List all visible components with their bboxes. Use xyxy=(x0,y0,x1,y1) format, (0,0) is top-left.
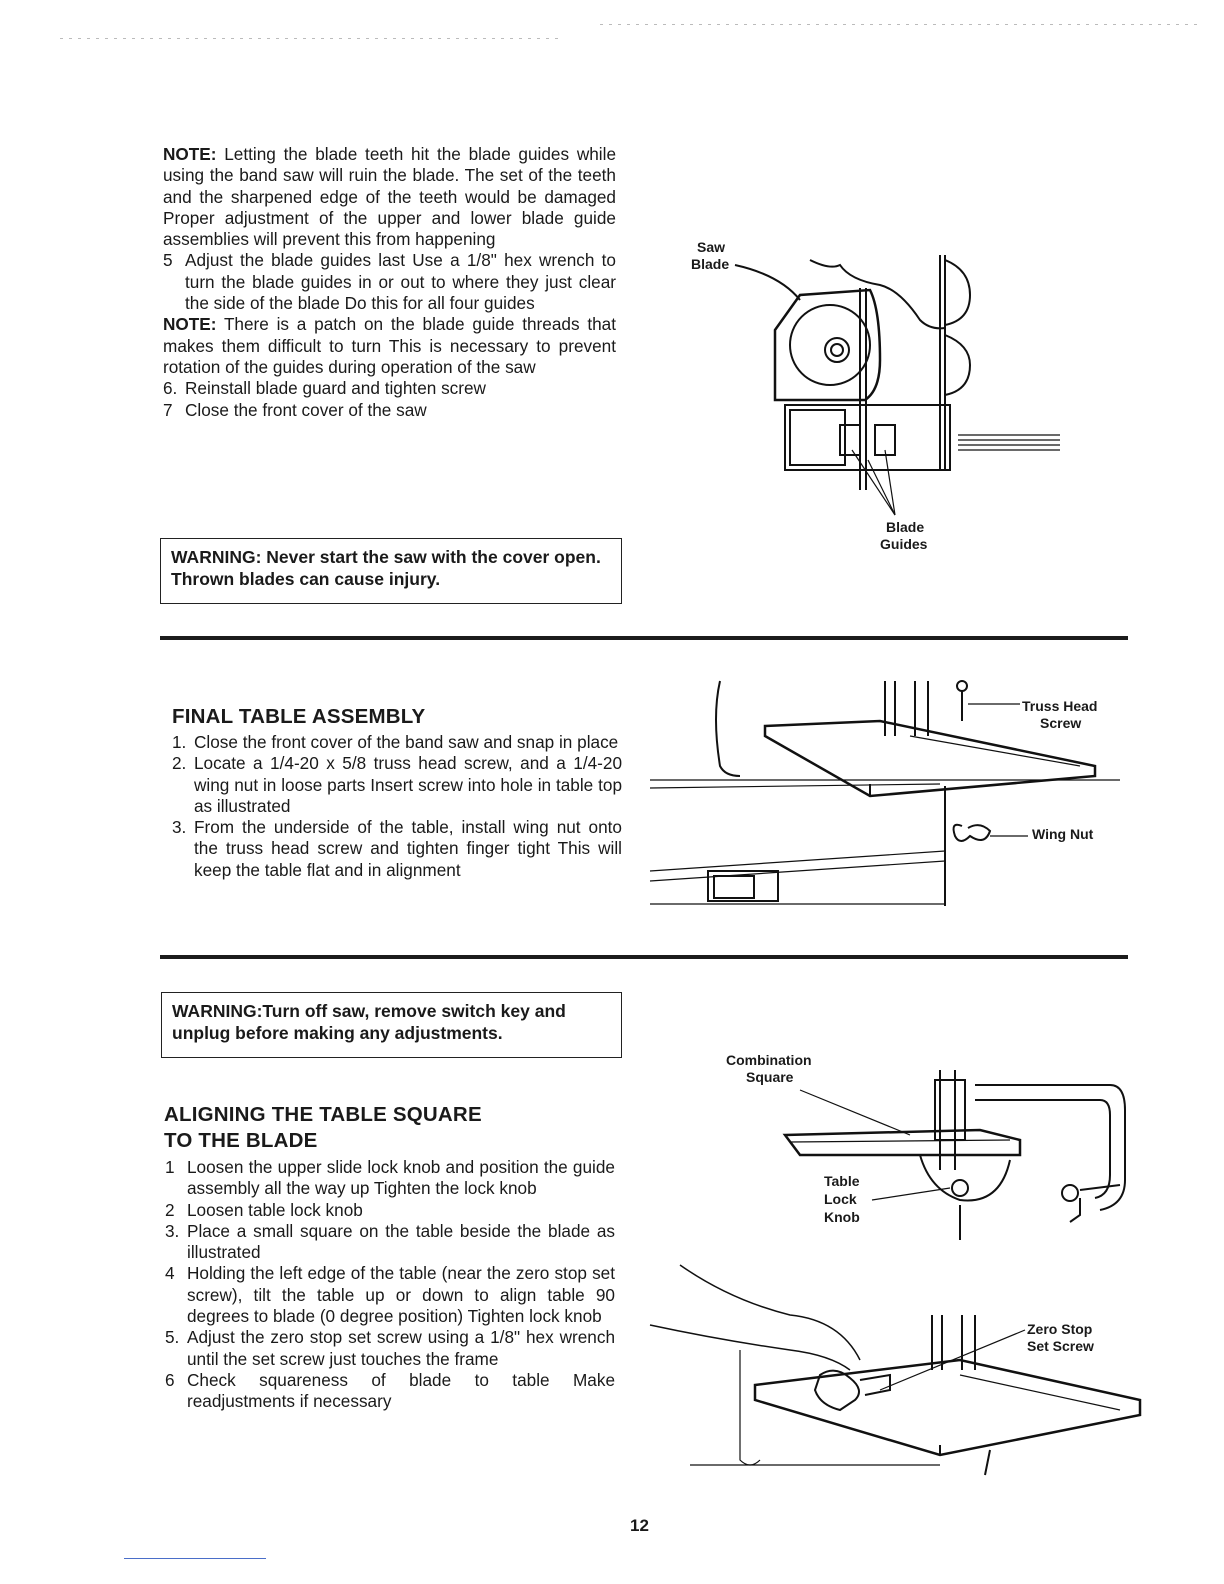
label-knob: Knob xyxy=(824,1209,860,1225)
final-step-1 xyxy=(172,732,622,753)
footer-rule xyxy=(124,1558,266,1559)
note-patch xyxy=(163,314,616,378)
step-text: Close the front cover of the saw xyxy=(185,399,427,420)
step-number: 6 xyxy=(165,1369,175,1390)
step-number: 1 xyxy=(165,1157,175,1177)
step-text: Place a small square on the table beside the blade as illustrated xyxy=(187,1220,615,1263)
final-step-2 xyxy=(172,753,622,817)
step-number: 4 xyxy=(165,1263,175,1284)
warning-turn-off-saw: WARNING:Turn off saw, remove switch key and unplug before making any adjustments. xyxy=(161,992,622,1058)
step-number: 5. xyxy=(165,1327,180,1348)
step-number: 7 xyxy=(163,399,173,420)
step-number: 3. xyxy=(165,1220,180,1241)
step-text: Check squareness of blade to table Make readjustments if necessary xyxy=(187,1369,615,1412)
step-text: Loosen the upper slide lock knob and position the guide assembly all the way up Tighten the lock knob xyxy=(187,1157,615,1199)
final-table-assembly-heading: FINAL TABLE ASSEMBLY xyxy=(172,705,426,728)
final-table-steps xyxy=(172,732,622,881)
step-7 xyxy=(163,400,616,421)
note-text: There is a patch on the blade guide threads that makes them difficult to turn This is necessary to prevent rotation of the guides during operation of the saw xyxy=(163,314,616,377)
step-number: 1. xyxy=(172,732,187,752)
align-step-6 xyxy=(165,1370,615,1413)
scan-artifact xyxy=(600,24,1200,25)
note-label: NOTE: xyxy=(163,144,217,164)
note-blade-teeth xyxy=(163,144,616,250)
align-step-3 xyxy=(165,1221,615,1264)
step-text: From the underside of the table, install wing nut onto the truss head screw and tighten finger tight This will keep the table flat and in alignment xyxy=(194,817,622,880)
table-assembly-illustration xyxy=(650,676,1120,916)
scan-artifact xyxy=(60,38,560,39)
label-blade-guides-2: Guides xyxy=(880,536,928,552)
label-square: Square xyxy=(746,1069,794,1085)
label-combination: Combination xyxy=(726,1052,812,1068)
aligning-heading-line-2: TO THE BLADE xyxy=(164,1129,318,1152)
page-number: 12 xyxy=(630,1516,649,1535)
blade-guides-illustration xyxy=(690,240,1090,530)
label-truss-screw: Screw xyxy=(1040,715,1082,731)
label-blade-guides-1: Blade xyxy=(886,519,925,535)
final-step-3 xyxy=(172,817,622,881)
label-saw: Saw xyxy=(697,239,726,255)
aligning-steps xyxy=(165,1157,615,1413)
step-text: Adjust the blade guides last Use a 1/8" hex wrench to turn the blade guides in or out to where they just clear the side of the blade Do this for all four guides xyxy=(185,250,616,314)
combination-square-illustration xyxy=(780,1060,1130,1240)
label-blade: Blade xyxy=(691,256,730,272)
blade-guide-instructions xyxy=(163,144,616,421)
label-set-screw: Set Screw xyxy=(1027,1338,1094,1354)
section-divider xyxy=(160,636,1128,640)
label-wing-nut: Wing Nut xyxy=(1032,826,1094,842)
step-5 xyxy=(163,250,616,314)
step-number: 3. xyxy=(172,817,187,838)
step-text: Holding the left edge of the table (near the zero stop set screw), tilt the table up or down to align table 90 degrees to blade (0 degree position) Tighten lock knob xyxy=(187,1263,615,1327)
step-number: 5 xyxy=(163,250,173,271)
align-step-1 xyxy=(165,1157,615,1200)
section-divider xyxy=(160,955,1128,959)
note-label: NOTE: xyxy=(163,314,217,335)
align-step-4 xyxy=(165,1263,615,1327)
step-text: Locate a 1/4-20 x 5/8 truss head screw, and a 1/4-20 wing nut in loose parts Insert screw into hole in table top as illustrated xyxy=(194,753,622,816)
label-table: Table xyxy=(824,1173,860,1189)
warning-cover-open: WARNING: Never start the saw with the cover open. Thrown blades can cause injury. xyxy=(160,538,622,604)
label-truss-head: Truss Head xyxy=(1022,698,1098,714)
align-step-2 xyxy=(165,1200,615,1221)
step-text: Loosen table lock knob xyxy=(187,1199,363,1220)
step-6 xyxy=(163,378,616,399)
step-text: Close the front cover of the band saw and snap in place xyxy=(194,732,619,752)
label-zero-stop: Zero Stop xyxy=(1027,1321,1093,1337)
step-text: Reinstall blade guard and tighten screw xyxy=(185,378,486,399)
step-number: 2 xyxy=(165,1199,175,1220)
label-lock: Lock xyxy=(824,1191,857,1207)
align-step-5 xyxy=(165,1327,615,1370)
step-text: Adjust the zero stop set screw using a 1/8" hex wrench until the set screw just touches the frame xyxy=(187,1327,615,1369)
step-number: 6. xyxy=(163,378,178,399)
zero-stop-illustration xyxy=(640,1260,1140,1480)
step-number: 2. xyxy=(172,753,187,774)
aligning-heading-line-1: ALIGNING THE TABLE SQUARE xyxy=(164,1103,482,1126)
note-text: Letting the blade teeth hit the blade guides while using the band saw will ruin the blade. The set of the teeth and the sharpened edge of the teeth would be damaged Proper adjustment of the upper and lower blade guide assemblies will prevent this from happening xyxy=(163,144,616,250)
